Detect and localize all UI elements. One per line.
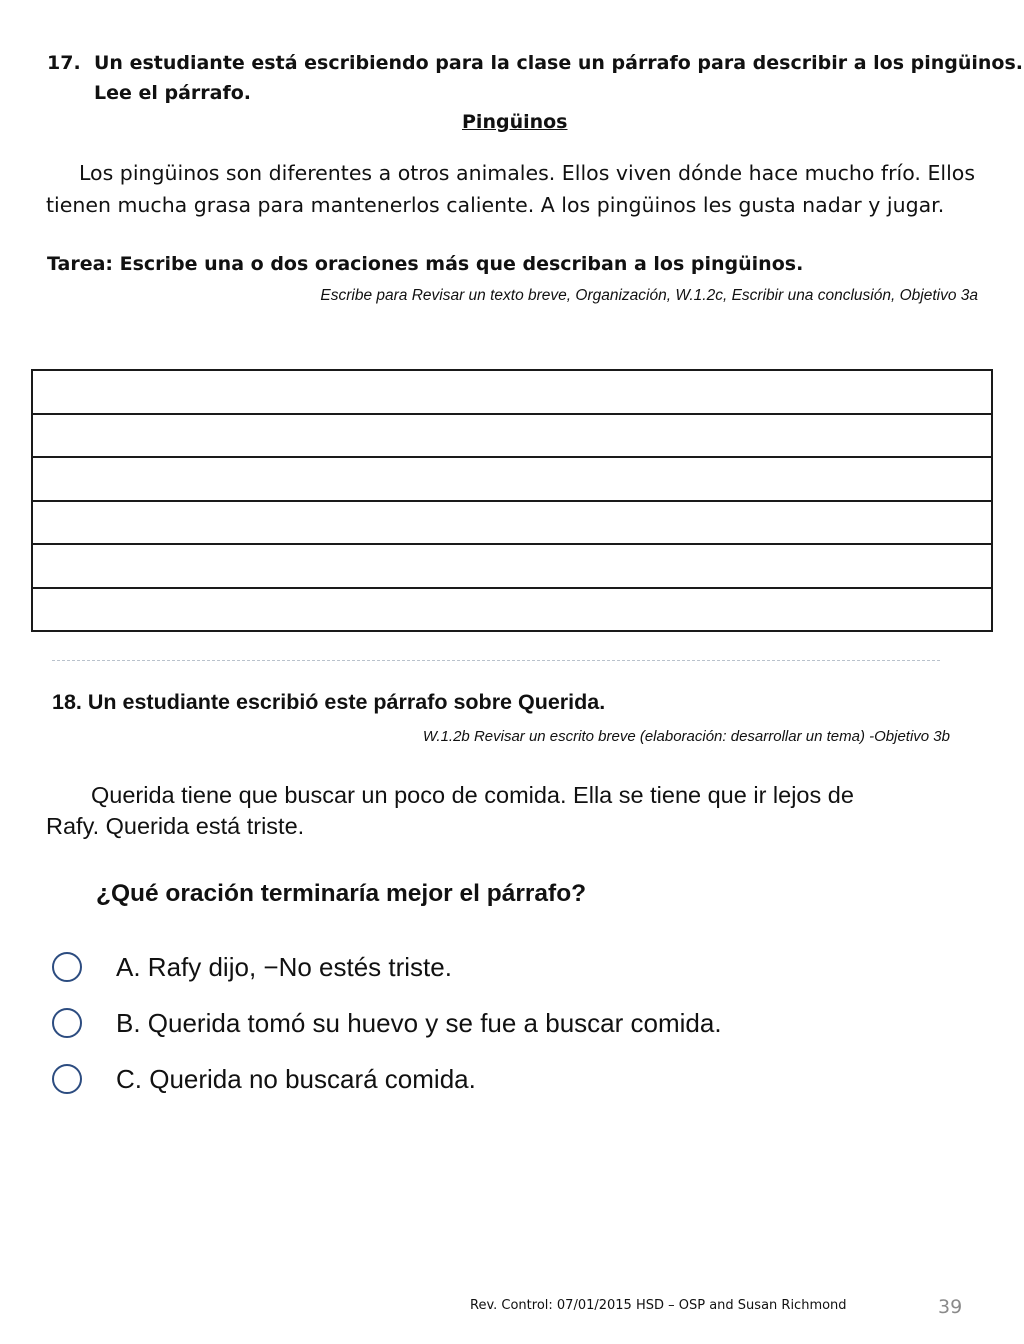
answer-option-a[interactable] [52,951,452,983]
q17-standard: Escribe para Revisar un texto breve, Organización, W.1.2c, Escribir una conclusión, Objetivo 3a [320,287,978,304]
answer-option-label: B. Querida tomó su huevo y se fue a buscar comida. [116,1008,722,1038]
writing-line [33,413,991,415]
q17-prompt-line1: Un estudiante está escribiendo para la clase un párrafo para describir a los pingüinos. [94,52,1024,74]
writing-line [33,587,991,589]
answer-writing-area[interactable] [31,369,993,632]
writing-line [33,456,991,458]
page-number: 39 [938,1296,963,1318]
radio-bubble-icon[interactable] [52,1008,82,1038]
q18-heading: 18. Un estudiante escribió este párrafo sobre Querida. [52,690,606,714]
answer-option-b[interactable] [52,1007,722,1039]
q17-prompt-line2: Lee el párrafo. [94,82,252,104]
q17-task: Tarea: Escribe una o dos oraciones más que describan a los pingüinos. [47,253,804,275]
answer-option-label: A. Rafy dijo, −No estés triste. [116,952,452,982]
answer-option-label: C. Querida no buscará comida. [116,1064,476,1094]
radio-bubble-icon[interactable] [52,952,82,982]
q18-passage-line2: Rafy. Querida está triste. [46,813,305,839]
answer-option-c[interactable] [52,1063,476,1095]
writing-line [33,543,991,545]
q18-passage-line1: Querida tiene que buscar un poco de comida. Ella se tiene que ir lejos de [91,782,854,808]
revision-footer: Rev. Control: 07/01/2015 HSD – OSP and Susan Richmond [470,1298,847,1313]
writing-line [33,500,991,502]
q17-passage-line2: tienen mucha grasa para mantenerlos caliente. A los pingüinos les gusta nadar y jugar. [46,193,945,217]
passage-title: Pingüinos [462,111,568,133]
q17-number: 17. [47,52,81,74]
q18-question: ¿Qué oración terminaría mejor el párrafo? [96,880,587,907]
q18-standard: W.1.2b Revisar un escrito breve (elaboración: desarrollar un tema) -Objetivo 3b [422,728,950,745]
section-divider [52,660,940,661]
radio-bubble-icon[interactable] [52,1064,82,1094]
q17-passage-line1: Los pingüinos son diferentes a otros animales. Ellos viven dónde hace mucho frío. Ellos [79,161,976,185]
